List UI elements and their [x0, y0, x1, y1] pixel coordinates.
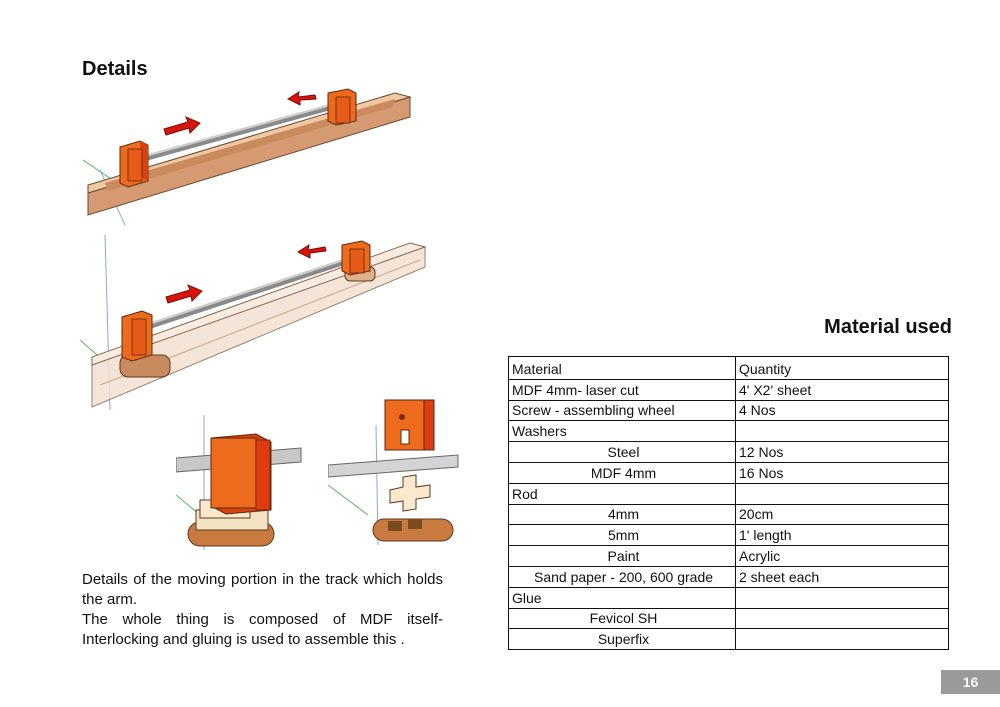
description-line-1: Details of the moving portion in the track which holds the arm.	[82, 571, 443, 608]
quantity-cell: 12 Nos	[736, 442, 949, 463]
material-cell: MDF 4mm- laser cut	[509, 379, 736, 400]
quantity-cell	[736, 608, 949, 629]
header-quantity: Quantity	[736, 357, 949, 380]
quantity-cell	[736, 421, 949, 442]
table-header-row	[509, 357, 949, 380]
quantity-cell: 4' X2' sheet	[736, 379, 949, 400]
quantity-cell	[736, 629, 949, 650]
header-material: Material	[509, 357, 736, 380]
table-row	[509, 483, 949, 504]
description-line-2: The whole thing is composed of MDF itself- Interlocking and gluing is used to assemble this .	[82, 611, 443, 648]
material-cell: Steel	[509, 442, 736, 463]
material-cell: Superfix	[509, 629, 736, 650]
quantity-cell: 4 Nos	[736, 400, 949, 421]
table-row	[509, 421, 949, 442]
quantity-cell: Acrylic	[736, 546, 949, 567]
material-cell: Paint	[509, 546, 736, 567]
material-cell: Washers	[509, 421, 736, 442]
table-row	[509, 608, 949, 629]
track-assembly-figure-1	[80, 85, 430, 230]
quantity-cell: 20cm	[736, 504, 949, 525]
material-used-heading: Material used	[824, 316, 952, 338]
table-row	[509, 566, 949, 587]
material-table	[508, 356, 949, 650]
quantity-cell: 1' length	[736, 525, 949, 546]
table-row	[509, 629, 949, 650]
quantity-cell: 16 Nos	[736, 462, 949, 483]
table-row	[509, 462, 949, 483]
material-cell: 4mm	[509, 504, 736, 525]
quantity-cell: 2 sheet each	[736, 566, 949, 587]
moving-block-detail-figure	[176, 400, 306, 555]
material-cell: Glue	[509, 587, 736, 608]
table-row	[509, 400, 949, 421]
quantity-cell	[736, 587, 949, 608]
material-cell: 5mm	[509, 525, 736, 546]
details-heading: Details	[82, 58, 148, 80]
table-row	[509, 504, 949, 525]
exploded-view-figure	[328, 395, 460, 555]
material-cell: MDF 4mm	[509, 462, 736, 483]
table-row	[509, 379, 949, 400]
material-cell: Rod	[509, 483, 736, 504]
description	[82, 570, 443, 650]
table-row	[509, 525, 949, 546]
table-row	[509, 442, 949, 463]
material-cell: Fevicol SH	[509, 608, 736, 629]
table-row	[509, 546, 949, 567]
material-cell: Screw - assembling wheel	[509, 400, 736, 421]
track-assembly-figure-2	[80, 235, 435, 410]
material-cell: Sand paper - 200, 600 grade	[509, 566, 736, 587]
table-row	[509, 587, 949, 608]
page-number: 16	[941, 670, 1000, 694]
quantity-cell	[736, 483, 949, 504]
